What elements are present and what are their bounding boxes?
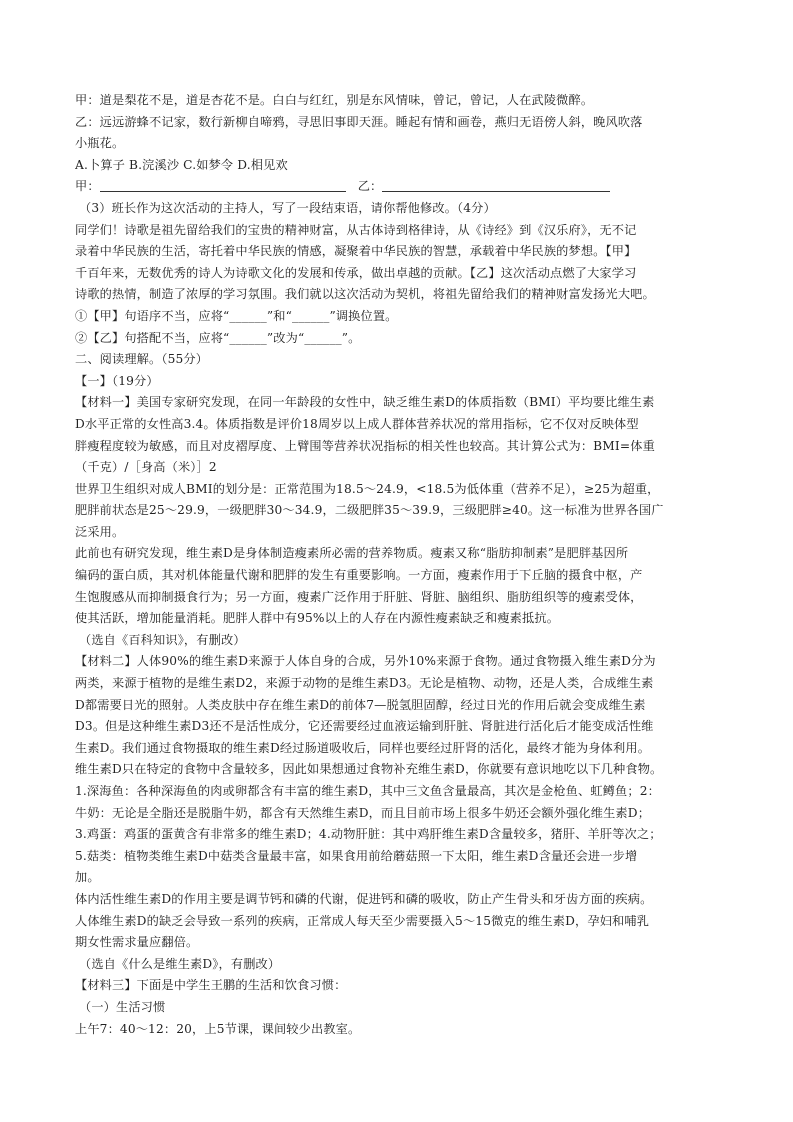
text-line: D3。但是这种维生素D3还不是活性成分，它还需要经过血液运输到肝脏、肾脏进行活化后才能变成活性维: [75, 719, 654, 734]
answer-label-jia: 甲：: [75, 179, 100, 194]
text-line: 维生素D只在特定的食物中含量较多，因此如果想通过食物补充维生素D，你就要有意识地吃以下几种食物。: [75, 762, 663, 777]
text-line: 千百年来，无数优秀的诗人为诗歌文化的发展和传承，做出卓越的贡献。【乙】这次活动点燃了大家学习: [75, 265, 637, 280]
text-line: 5.菇类：植物类维生素D中菇类含量最丰富，如果食用前给蘑菇照一下太阳，维生素D含量还会进一步增: [75, 848, 638, 863]
text-line: A.卜算子 B.浣溪沙 C.如梦令 D.相见欢: [75, 157, 288, 172]
text-line: 小瓶花。: [75, 136, 125, 151]
text-line: 胖瘦程度较为敏感，而且对皮褶厚度、上臂围等营养状况指标的相关性也较高。其计算公式为：BMI=体重: [75, 438, 655, 453]
text-line: 【材料二】人体90%的维生素D来源于人体自身的合成，另外10%来源于食物。通过食物摄入维生素D分为: [75, 654, 656, 669]
source-note: （选自《百科知识》，有删改）: [79, 632, 246, 647]
text-line: ①【甲】句语序不当，应将“______”和“______”调换位置。: [75, 308, 398, 323]
answer-blank-yi[interactable]: [382, 177, 610, 192]
text-line: 两类，来源于植物的是维生素D2，来源于动物的是维生素D3。无论是植物、动物，还是人类，合成维生素: [75, 676, 654, 691]
text-line: 肥胖前状态是25～29.9，一级肥胖30～34.9，二级肥胖35～39.9，三级肥胖≥40。这一标准为世界各国广: [75, 503, 664, 518]
text-line: 3.鸡蛋：鸡蛋的蛋黄含有非常多的维生素D；4.动物肝脏：其中鸡肝维生素D含量较多，猪肝、羊肝等次之；: [75, 827, 662, 842]
text-line: D水平正常的女性高3.4。体质指数是评价18周岁以上成人群体营养状况的常用指标，它不仅对反映体型: [75, 416, 639, 431]
text-line: 生素D。我们通过食物摄取的维生素D经过肠道吸收后，同样也要经过肝肾的活化，最终才能为身体利用。: [75, 740, 651, 755]
text-line: 使其活跃，增加能量消耗。肥胖人群中有95%以上的人存在内源性瘦素缺乏和瘦素抵抗。: [75, 611, 560, 626]
section-heading: 二、阅读理解。（55分）: [75, 352, 209, 367]
source-note: （选自《什么是维生素D》，有删改）: [79, 956, 281, 971]
section-heading: 【一】（19分）: [75, 373, 159, 388]
text-line: ②【乙】句搭配不当，应将“______”改为“______”。: [75, 330, 361, 345]
text-line: 生饱腹感从而抑制摄食行为；另一方面，瘦素广泛作用于肝脏、肾脏、脑组织、脂肪组织等的瘦素受体，: [75, 589, 643, 604]
answer-label-yi: 乙：: [357, 179, 383, 194]
text-line: 1.深海鱼：各种深海鱼的肉或卵都含有丰富的维生素D，其中三文鱼含量最高，其次是金枪鱼、虹鳟鱼；2：: [75, 784, 660, 798]
text-line: 加。: [75, 870, 100, 885]
document-page: [75, 90, 725, 1040]
text-line: 泛采用。: [75, 524, 125, 539]
text-line: 乙：远远游蜂不记家，数行新柳自啼鸦，寻思旧事即天涯。睡起有情和画卷，燕归无语傍人斜，晚风吹落: [75, 114, 643, 129]
text-line: 此前也有研究发现，维生素D是身体制造瘦素所必需的营养物质。瘦素又称“脂肪抑制素”是肥胖基因所: [75, 546, 629, 561]
text-line: D都需要日光的照射。人类皮肤中存在维生素D的前体7—脱氢胆固醇，经过日光的作用后就会变成维生素: [75, 697, 646, 712]
answer-blank-line: [75, 176, 725, 198]
question-line: （3）班长作为这次活动的主持人，写了一段结束语，请你帮他修改。（4分）: [79, 200, 496, 215]
text-line: 同学们！诗歌是祖先留给我们的宝贵的精神财富，从古体诗到格律诗，从《诗经》到《汉乐府》，无不记: [75, 222, 637, 237]
text-line: 【材料一】美国专家研究发现，在同一年龄段的女性中，缺乏维生素D的体质指数（BMI）平均要比维生素: [75, 395, 655, 410]
text-line: 期女性需求量应翻倍。: [75, 935, 199, 950]
text-line: 上午7：40～12：20，上5节课，课间较少出教室。: [75, 1021, 361, 1036]
text-line: 编码的蛋白质，其对机体能量代谢和肥胖的发生有重要影响。一方面，瘦素作用于下丘脑的摄食中枢，产: [75, 568, 643, 583]
text-line: 诗歌的热情，制造了浓厚的学习氛围。我们就以这次活动为契机，将祖先留给我们的精神财富发扬光大吧。: [75, 287, 655, 302]
text-line: 世界卫生组织对成人BMI的划分是：正常范围为18.5～24.9，<18.5为低体重（营养不足），≥25为超重，: [75, 481, 660, 496]
text-line: 【材料三】下面是中学生王鹏的生活和饮食习惯：: [75, 978, 347, 993]
text-line: 人体维生素D的缺乏会导致一系列的疾病，正常成人每天至少需要摄入5～15微克的维生素D，孕妇和哺乳: [75, 913, 650, 928]
text-line: 体内活性维生素D的作用主要是调节钙和磷的代谢，促进钙和磷的吸收，防止产生骨头和牙齿方面的疾病。: [75, 891, 653, 906]
subheading: （一）生活习惯: [79, 999, 166, 1014]
text-line: 牛奶：无论是全脂还是脱脂牛奶，都含有天然维生素D，而且目前市场上很多牛奶还会额外强化维生素D；: [75, 805, 651, 820]
answer-blank-jia[interactable]: [100, 177, 346, 192]
text-line: 录着中华民族的生活，寄托着中华民族的情感，凝聚着中华民族的智慧，承载着中华民族的梦想。【甲】: [75, 244, 637, 259]
text-line: 甲：道是梨花不是，道是杏花不是。白白与红红，别是东风情味，曾记，曾记，人在武陵微醉。: [75, 93, 594, 107]
text-line: （千克）/［身高（米）］2: [75, 460, 217, 475]
